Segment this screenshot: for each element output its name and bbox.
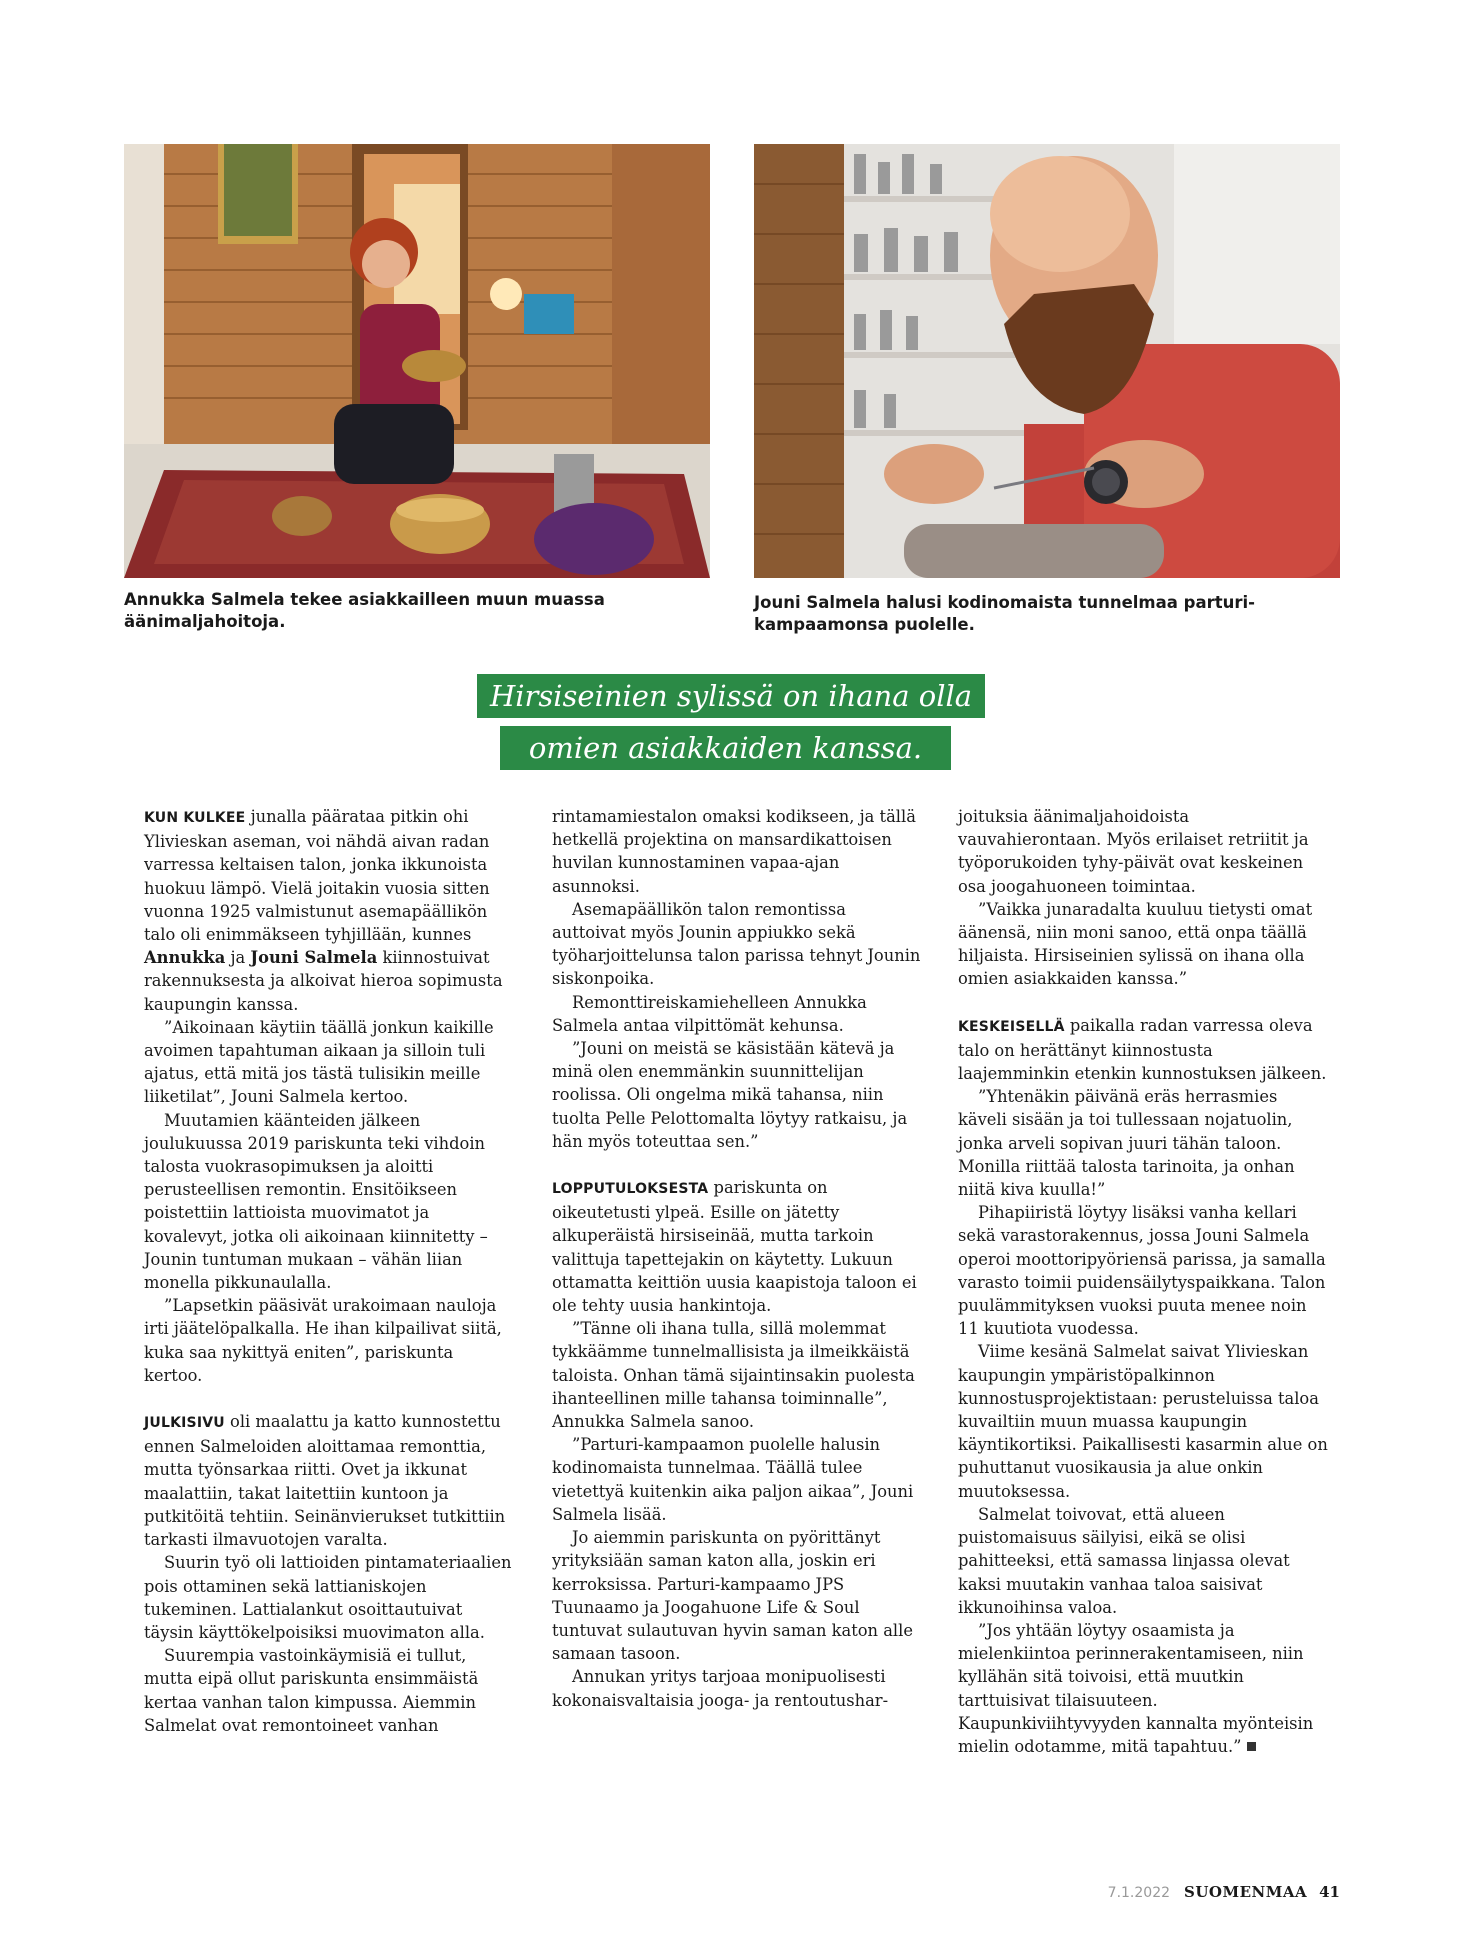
article-paragraph — [552, 1176, 922, 1317]
paragraph-text: kiinnostuivat rakennuksesta ja alkoivat hieroa sopimusta kaupungin kanssa. — [144, 948, 503, 1014]
article-paragraph: ”Jouni on meistä se käsistään kätevä ja minä olen enemmänkin suunnittelijan roolissa. Oli ongelma mikä tahansa, niin tuolta Pelle Pelottomalta löytyy ratkaisu, ja hän myös toteuttaa sen.” — [552, 1039, 908, 1151]
article-paragraph: ”Vaikka junaradalta kuuluu tietysti omat äänensä, niin moni sanoo, että onpa täällä hiljaista. Hirsiseinien sylissä on ihana olla omien asiakkaiden kanssa.” — [958, 899, 1313, 989]
article-paragraph: ”Tänne oli ihana tulla, sillä molemmat tykkäämme tunnelmallisista ja ilmeikkäistä taloista. Onhan tämä sijaintinsakin puolesta ihanteellinen mille tahansa toiminnalle”, Annukka Salmela sanoo. — [552, 1319, 915, 1432]
section-lead-in: KUN KULKEE — [144, 810, 246, 826]
article-paragraph: ”Parturi-kampaamon puolelle halusin kodinomaista tunnelmaa. Täällä tulee vietettyä kuitenkin aika paljon aikaa”, Jouni Salmela lisää. — [552, 1435, 914, 1524]
paragraph-text: ja — [225, 948, 251, 968]
article-paragraph: Pihapiiristä löytyy lisäksi vanha kellari sekä varastorakennus, jossa Jouni Salmela operoi moottoripyöriensä parissa, ja samalla varasto toimii puidensäilytyspaikkana. Talon puulämmityksen vuoksi puuta menee noin 11 kuutiota vuodessa. — [958, 1203, 1326, 1339]
section-lead-in: KESKEISELLÄ — [958, 1018, 1065, 1035]
pull-quote-line-2: omien asiakkaiden kanssa. — [500, 726, 951, 770]
person-name: Jouni Salmela — [250, 948, 378, 968]
photo-caption-1: Annukka Salmela tekee asiakkailleen muun muassa äänimaljahoitoja. — [124, 590, 605, 631]
article-paragraph — [958, 1014, 1328, 1086]
pull-quote-line-1: Hirsiseinien sylissä on ihana olla — [477, 674, 985, 718]
photo-caption-2: Jouni Salmela halusi kodinomaista tunnelmaa parturi-kampaamonsa puolelle. — [754, 593, 1255, 634]
article-paragraph: Remonttireiskamiehelleen Annukka Salmela antaa vilpittömät kehunsa. — [552, 992, 867, 1035]
paragraph-text: junalla päärataa pitkin ohi Ylivieskan aseman, voi nähdä aivan radan varressa keltaisen talon, jonka ikkunoista huokuu lämpö. Vielä joitakin vuosia sitten vuonna 1925 valmistunut asemapäällikön talo oli enimmäkseen tyhjillään, kunnes — [144, 807, 490, 945]
article-paragraph: Suurin työ oli lattioiden pintamateriaalien pois ottaminen sekä lattianiskojen tukeminen. Lattialankut osoittautuivat täysin käyttökelpoisiksi muovimaton alla. — [144, 1553, 512, 1642]
article-paragraph — [958, 1619, 1328, 1758]
article-paragraph: Jo aiemmin pariskunta on pyörittänyt yrityksiään saman katon alla, joskin eri kerroksissa. Parturi-kampaamo JPS Tuunaamo ja Joogahuone Life & Soul tuntuvat sulautuvan hyvin saman katon alle samaan tasoon. — [552, 1528, 913, 1664]
issue-date: 7.1.2022 — [1107, 1885, 1171, 1901]
article-paragraph: Muutamien käänteiden jälkeen joulukuussa 2019 pariskunta teki vihdoin talosta vuokrasopimuksen ja aloitti perusteellisen remontin. Ensitöikseen poistettiin lattioista muovimatot ja kovalevyt, jotka oli aikoinaan kiinnitetty – Jounin tuntuman mukaan – vähän liian monella pikkunaulalla. — [144, 1110, 488, 1293]
article-paragraph — [144, 805, 514, 1016]
paragraph-text: ”Jos yhtään löytyy osaamista ja mielenkiintoa perinnerakentamiseen, niin kyllähän sitä toivoisi, että muutkin tarttuisivat tilaisuuteen. Kaupunkiviihtyvyyden kannalta myönteisin mielin odotamme, mitä tapahtuu.” — [958, 1620, 1314, 1756]
article-column-1 — [144, 805, 514, 1737]
end-of-article-mark — [1247, 1742, 1256, 1751]
section-lead-in: JULKISIVU — [144, 1415, 225, 1432]
article-paragraph: joituksia äänimaljahoidoista vauvahierontaan. Myös erilaiset retriitit ja työporukoiden tyhy-päivät ovat keskeinen osa joogahuoneen toimintaa. — [958, 807, 1309, 896]
paragraph-text: paikalla radan varressa oleva talo on herättänyt kiinnostusta laajemminkin etenkin kunnostuksen jälkeen. — [958, 1015, 1327, 1084]
article-paragraph: ”Lapsetkin pääsivät urakoimaan nauloja irti jäätelöpalkalla. He ihan kilpailivat siitä, kuka saa nykittyä eniten”, pariskunta kertoo. — [144, 1296, 502, 1385]
photo-annukka-singing-bowls — [124, 144, 710, 578]
article-paragraph: ”Yhtenäkin päivänä eräs herrasmies käveli sisään ja toi tullessaan nojatuolin, jonka arveli sopivan juuri tähän taloon. Monilla riittää talosta tarinoita, ja onhan niitä kiva kuulla!” — [958, 1087, 1295, 1200]
photo-jouni-barber — [754, 144, 1340, 578]
article-paragraph: Annukan yritys tarjoaa monipuolisesti kokonaisvaltaisia jooga- ja rentoutushar- — [552, 1667, 889, 1710]
paragraph-text: pariskunta on oikeutetusti ylpeä. Esille on jätetty alkuperäistä hirsiseinää, mutta tarkoin valittuja tapettejakin on käytetty. Lukuun ottamatta keittiön uusia kaapistoja taloon ei ole tehty uusia hankintoja. — [552, 1178, 917, 1316]
section-lead-in: LOPPUTULOKSESTA — [552, 1181, 709, 1198]
magazine-name: SUOMENMAA — [1184, 1883, 1308, 1901]
article-paragraph: Viime kesänä Salmelat saivat Ylivieskan kaupungin ympäristöpalkinnon kunnostusprojektistaan: perusteluissa taloa kuvailtiin muun muassa kaupungin käyntikortiksi. Paikallisesti kasarmin alue on puhuttanut vuosikausia ja alue onkin muutoksessa. — [958, 1342, 1328, 1501]
article-paragraph: Asemapäällikön talon remontissa auttoivat myös Jounin appiukko sekä työharjoittelunsa talon parissa tehnyt Jounin siskonpoika. — [552, 899, 921, 989]
article-column-2 — [552, 805, 922, 1712]
article-column-3 — [958, 805, 1328, 1758]
paragraph-text: oli maalattu ja katto kunnostettu ennen Salmeloiden aloittamaa remonttia, mutta työnsarkaa riitti. Ovet ja ikkunat maalattiin, takat laitettiin kuntoon ja putkitöitä tehtiin. Seinänvierukset tutkittiin tarkasti ilmavuotojen varalta. — [144, 1412, 506, 1550]
article-paragraph: ”Aikoinaan käytiin täällä jonkun kaikille avoimen tapahtuman aikaan ja silloin tuli ajatus, että mitä jos tästä tulisikin meille liiketilat”, Jouni Salmela kertoo. — [144, 1017, 494, 1107]
page-number: 41 — [1319, 1883, 1340, 1901]
page-footer — [1108, 1882, 1340, 1901]
article-paragraph — [144, 1410, 514, 1551]
person-name: Annukka — [144, 948, 226, 968]
article-paragraph: rintamamiestalon omaksi kodikseen, ja tällä hetkellä projektina on mansardikattoisen huvilan kunnostaminen vapaa-ajan asunnoksi. — [552, 807, 916, 896]
article-paragraph: Salmelat toivovat, että alueen puistomaisuus säilyisi, eikä se olisi pahitteeksi, että samassa linjassa olevat kaksi muutakin vanhaa taloa saisivat ikkunoihinsa valoa. — [958, 1504, 1290, 1617]
article-paragraph: Suurempia vastoinkäymisiä ei tullut, mutta eipä ollut pariskunta ensimmäistä kertaa vanhan talon kimpussa. Aiemmin Salmelat ovat remontoineet vanhan — [144, 1646, 479, 1735]
